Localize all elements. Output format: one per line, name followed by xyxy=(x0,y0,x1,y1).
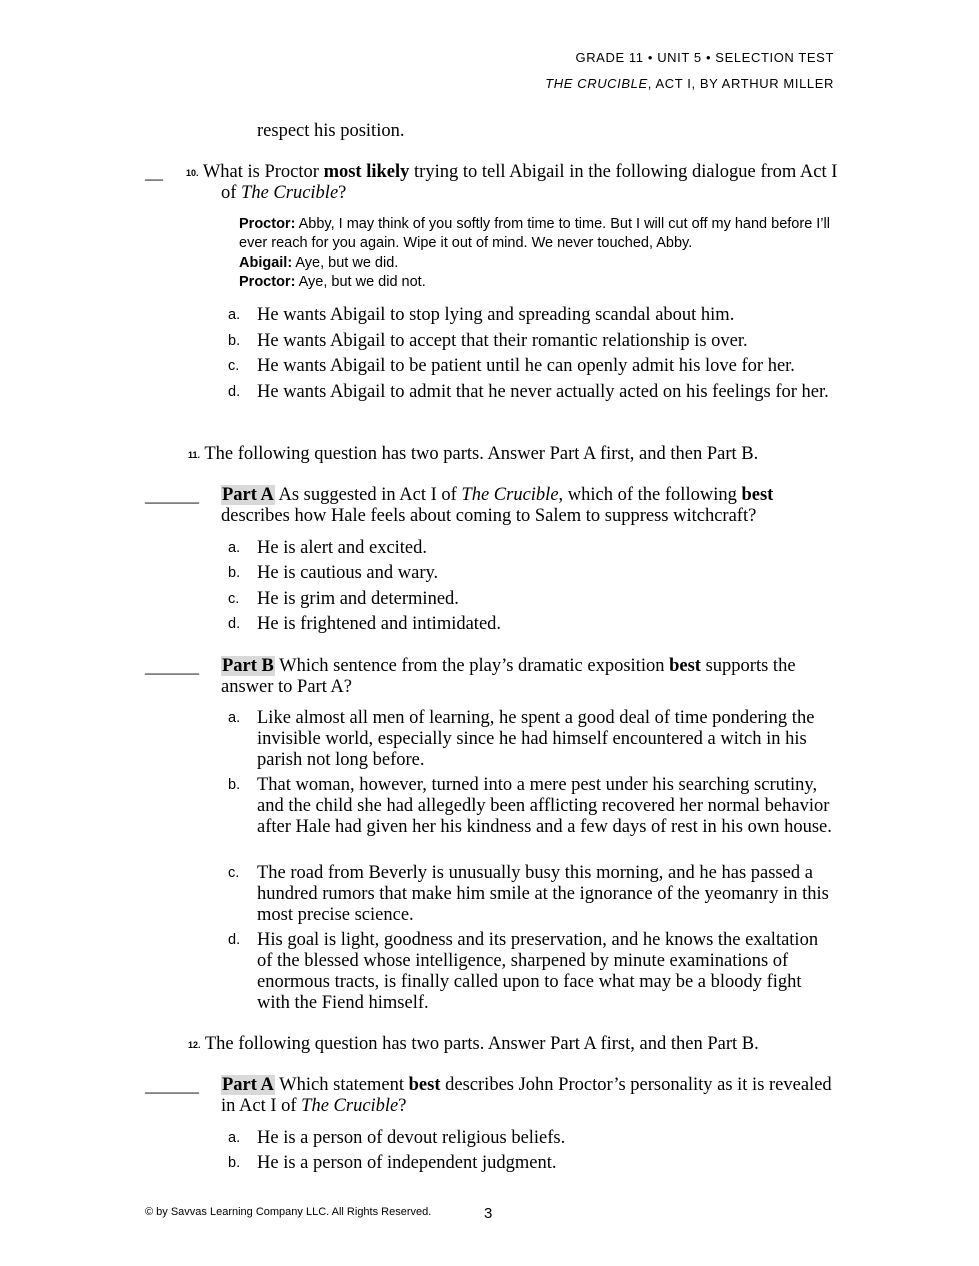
q11a-stem xyxy=(221,485,836,527)
q12a-stem xyxy=(221,1075,836,1117)
header-selection-title xyxy=(545,76,834,91)
q11a-post: describes how Hale feels about coming to Salem to suppress witchcraft? xyxy=(221,506,757,526)
q11b-post: supports the answer to Part A? xyxy=(221,656,796,697)
option-text: That woman, however, turned into a mere pest under his searching scrutiny, and the child she had allegedly been afflicting recovered her normal behavior after Hale had given her his kindness and a few days of rest in his own house. xyxy=(257,775,832,837)
option-letter: d. xyxy=(228,616,241,632)
option-text: His goal is light, goodness and its preservation, and he knows the exaltation of the blessed whose intelligence, sharpened by minute examinations of enormous tracts, is finally called upon to face what may be a bloody fight with the Fiend himself. xyxy=(257,930,819,1013)
option-text: He wants Abigail to be patient until he can openly admit his love for her. xyxy=(257,356,795,376)
option-letter: b. xyxy=(228,1155,241,1171)
q11b-answer-blank[interactable]: ______ xyxy=(145,656,199,676)
option-text: Like almost all men of learning, he spent a good deal of time pondering the invisible world, especially since he had himself encountered a witch in his parish not long before. xyxy=(257,708,815,770)
q10-stem-pre: What is Proctor xyxy=(202,162,324,182)
option-letter: b. xyxy=(228,565,241,581)
option-letter: b. xyxy=(228,777,241,793)
q11a-option-c[interactable] xyxy=(228,589,833,610)
q12a-mid: describes John Proctor’s personality as it is revealed in Act I of xyxy=(221,1075,832,1116)
part-label: Part B xyxy=(222,656,274,676)
option-letter: a. xyxy=(228,710,241,726)
q11a-answer-blank[interactable]: ______ xyxy=(145,485,199,505)
q12-intro-text: The following question has two parts. Answer Part A first, and then Part B. xyxy=(204,1034,759,1054)
q12a-post: ? xyxy=(398,1096,407,1116)
option-letter: c. xyxy=(228,865,240,881)
q12a-bold: best xyxy=(408,1075,441,1095)
q12-number: 12. xyxy=(188,1040,201,1050)
q11b-option-a[interactable] xyxy=(228,708,833,771)
dialogue-speaker: Abigail: xyxy=(239,254,293,271)
part-label: Part A xyxy=(222,485,274,505)
option-letter: b. xyxy=(228,333,241,349)
part-label: Part A xyxy=(222,1075,274,1095)
option-text: He wants Abigail to admit that he never actually acted on his feelings for her. xyxy=(257,382,829,402)
option-letter: a. xyxy=(228,307,241,323)
page-number: 3 xyxy=(484,1205,493,1222)
option-text: He is frightened and intimidated. xyxy=(257,614,502,634)
q10-stem-italic: The Crucible xyxy=(241,183,339,203)
q11b-pre: Which sentence from the play’s dramatic exposition xyxy=(274,656,670,676)
option-letter: d. xyxy=(228,384,241,400)
dialogue-speaker: Proctor: xyxy=(239,216,296,232)
q10-stem-end: ? xyxy=(338,183,347,203)
option-letter: d. xyxy=(228,932,241,948)
option-text: He is cautious and wary. xyxy=(257,563,439,583)
option-text: He wants Abigail to stop lying and spreading scandal about him. xyxy=(257,305,735,325)
option-letter: a. xyxy=(228,1130,241,1146)
q12a-italic: The Crucible xyxy=(301,1096,399,1116)
q11a-option-a[interactable] xyxy=(228,538,833,559)
q10-option-b[interactable] xyxy=(228,331,833,352)
option-text: He wants Abigail to accept that their romantic relationship is over. xyxy=(257,331,748,351)
dialogue-text: Abby, I may think of you softly from time to time. But I will cut off my hand before I’ll ever reach for you again. Wipe it out of mind. We never touched, Abby. xyxy=(239,216,830,252)
dialogue-text: Aye, but we did. xyxy=(292,254,399,271)
q10-option-a[interactable] xyxy=(228,305,833,326)
q12a-option-b[interactable] xyxy=(228,1153,833,1174)
q12a-answer-blank[interactable]: ______ xyxy=(145,1075,199,1095)
q10-stem xyxy=(168,162,838,204)
option-text: He is alert and excited. xyxy=(257,538,428,558)
header-title-italic: THE CRUCIBLE xyxy=(545,76,648,91)
q12a-option-a[interactable] xyxy=(228,1128,833,1149)
dialogue-line xyxy=(239,215,839,254)
option-letter: a. xyxy=(228,540,241,556)
q10-answer-blank[interactable]: __ xyxy=(145,162,163,182)
q11-number: 11. xyxy=(188,450,201,460)
q10-option-c[interactable] xyxy=(228,356,833,377)
q11a-pre: As suggested in Act I of xyxy=(274,485,462,505)
option-letter: c. xyxy=(228,591,240,607)
q10-option-d[interactable] xyxy=(228,382,833,403)
q11b-option-d[interactable] xyxy=(228,930,833,1014)
q12-intro xyxy=(188,1034,759,1055)
q11a-option-d[interactable] xyxy=(228,614,833,635)
option-text: He is grim and determined. xyxy=(257,589,459,609)
q11b-stem xyxy=(221,656,836,698)
dialogue-speaker: Proctor: xyxy=(239,273,296,290)
q11a-option-b[interactable] xyxy=(228,563,833,584)
q10-stem-bold: most likely xyxy=(323,162,410,182)
option-letter: c. xyxy=(228,358,240,374)
copyright-footer: © by Savvas Learning Company LLC. All Rights Reserved. xyxy=(145,1206,432,1218)
header-title-rest: , ACT I, BY ARTHUR MILLER xyxy=(647,76,834,91)
q10-stem-mid: trying to tell Abigail in the following dialogue from Act I of xyxy=(221,162,838,203)
q10-dialogue xyxy=(239,215,839,292)
q11b-option-b[interactable] xyxy=(228,775,833,838)
dialogue-line xyxy=(239,273,839,292)
q11-intro xyxy=(188,444,758,465)
q12a-pre: Which statement xyxy=(274,1075,409,1095)
q11b-bold: best xyxy=(669,656,701,676)
q11b-option-c[interactable] xyxy=(228,863,833,926)
header-grade-unit: GRADE 11 • UNIT 5 • SELECTION TEST xyxy=(575,50,834,65)
carryover-text: respect his position. xyxy=(257,121,405,141)
option-text: The road from Beverly is unusually busy this morning, and he has passed a hundred rumors that make him smile at the ignorance of the yeomanry in this most precise science. xyxy=(257,863,829,925)
q11-intro-text: The following question has two parts. Answer Part A first, and then Part B. xyxy=(204,444,759,464)
dialogue-text: Aye, but we did not. xyxy=(295,273,426,290)
q11a-mid: , which of the following xyxy=(558,485,742,505)
q10-number: 10. xyxy=(186,168,199,178)
option-text: He is a person of independent judgment. xyxy=(257,1153,557,1173)
q11a-bold: best xyxy=(741,485,774,505)
dialogue-line xyxy=(239,254,839,273)
option-text: He is a person of devout religious beliefs. xyxy=(257,1128,566,1148)
q11a-italic: The Crucible xyxy=(461,485,559,505)
